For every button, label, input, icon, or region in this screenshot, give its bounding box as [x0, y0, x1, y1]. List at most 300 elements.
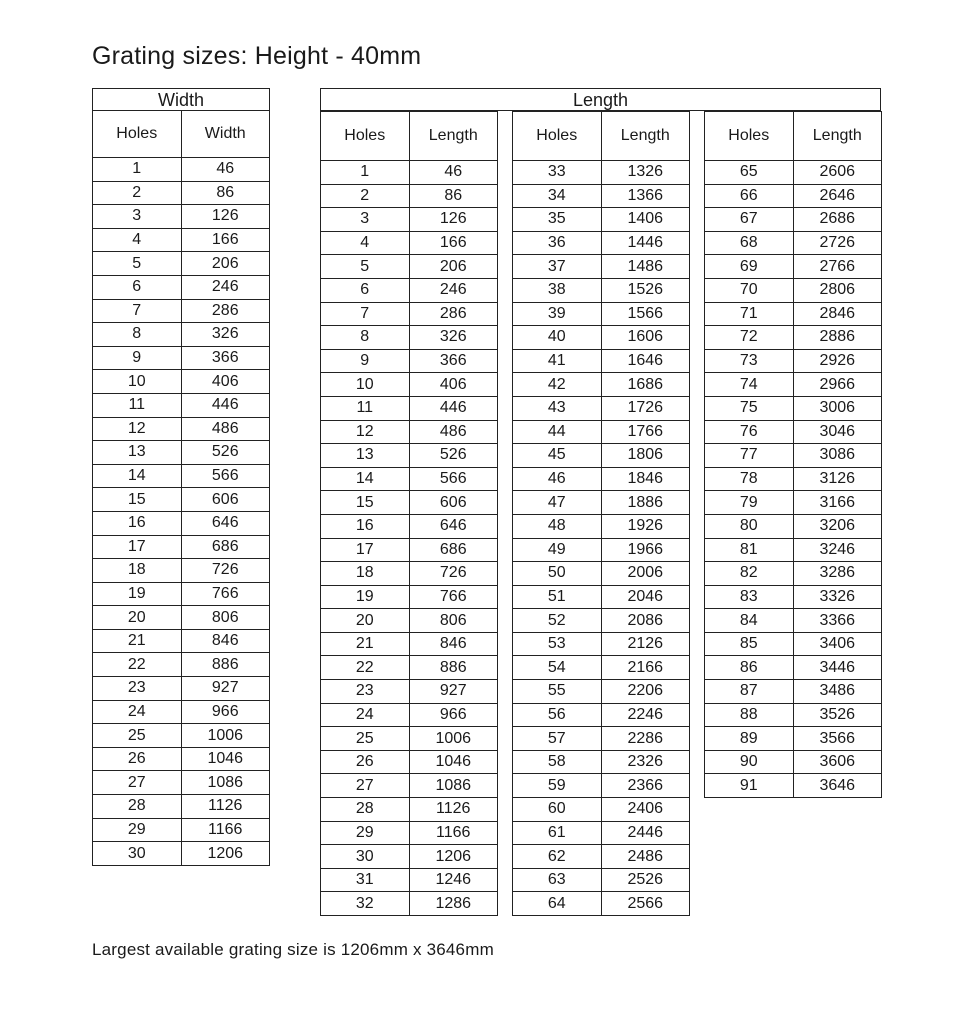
table-row — [513, 632, 690, 656]
length-value-cell: 2486 — [601, 845, 690, 869]
length-holes-cell: 79 — [705, 491, 794, 515]
length-holes-cell: 32 — [321, 892, 410, 916]
table-row — [513, 326, 690, 350]
table-row — [705, 467, 882, 491]
length-holes-cell: 36 — [513, 231, 602, 255]
length-holes-cell: 58 — [513, 750, 602, 774]
width-holes-cell: 21 — [93, 629, 182, 653]
length-holes-cell: 66 — [705, 184, 794, 208]
length-holes-cell: 75 — [705, 396, 794, 420]
width-value-cell: 566 — [181, 464, 270, 488]
width-holes-cell: 13 — [93, 441, 182, 465]
length-holes-cell: 64 — [513, 892, 602, 916]
length-holes-cell: 44 — [513, 420, 602, 444]
length-value-cell: 2046 — [601, 585, 690, 609]
length-holes-cell: 37 — [513, 255, 602, 279]
table-row — [321, 609, 498, 633]
table-row — [513, 444, 690, 468]
length-holes-cell: 5 — [321, 255, 410, 279]
table-row — [321, 585, 498, 609]
width-group-header: Width — [93, 89, 270, 111]
length-value-cell: 3326 — [793, 585, 882, 609]
length-value-cell: 1446 — [601, 231, 690, 255]
length-value-cell: 1086 — [409, 774, 498, 798]
length-holes-cell: 50 — [513, 562, 602, 586]
table-row — [705, 703, 882, 727]
length-holes-cell: 41 — [513, 349, 602, 373]
width-value-cell: 166 — [181, 228, 270, 252]
length-holes-cell: 60 — [513, 798, 602, 822]
table-row — [321, 845, 498, 869]
width-holes-cell: 8 — [93, 323, 182, 347]
table-row — [513, 278, 690, 302]
length-value-cell: 886 — [409, 656, 498, 680]
length-value-cell: 686 — [409, 538, 498, 562]
width-holes-cell: 19 — [93, 582, 182, 606]
width-holes-cell: 18 — [93, 559, 182, 583]
length-holes-cell: 87 — [705, 680, 794, 704]
length-value-cell: 3046 — [793, 420, 882, 444]
length-holes-cell: 48 — [513, 514, 602, 538]
length-value-cell: 2886 — [793, 326, 882, 350]
table-row — [93, 417, 270, 441]
length-holes-cell: 12 — [321, 420, 410, 444]
length-table-block-2 — [512, 111, 690, 916]
length-value-cell: 486 — [409, 420, 498, 444]
length-holes-cell: 26 — [321, 750, 410, 774]
length-holes-cell: 90 — [705, 750, 794, 774]
length-value-cell: 366 — [409, 349, 498, 373]
width-value-cell: 1206 — [181, 842, 270, 866]
length-value-cell: 2086 — [601, 609, 690, 633]
length-holes-cell: 22 — [321, 656, 410, 680]
length-holes-cell: 56 — [513, 703, 602, 727]
length-value-cell: 846 — [409, 632, 498, 656]
length-value-cell: 1646 — [601, 349, 690, 373]
table-row — [321, 326, 498, 350]
length-holes-cell: 30 — [321, 845, 410, 869]
width-value-cell: 46 — [181, 158, 270, 182]
length-value-cell: 3206 — [793, 514, 882, 538]
width-table — [92, 88, 270, 866]
length-value-cell: 3486 — [793, 680, 882, 704]
length-holes-cell: 18 — [321, 562, 410, 586]
table-row — [705, 184, 882, 208]
length-value-cell: 2286 — [601, 727, 690, 751]
length-value-cell: 1046 — [409, 750, 498, 774]
length-holes-cell: 19 — [321, 585, 410, 609]
length-value-cell: 726 — [409, 562, 498, 586]
table-row — [321, 231, 498, 255]
width-value-cell: 526 — [181, 441, 270, 465]
length-value-cell: 1366 — [601, 184, 690, 208]
table-row — [513, 420, 690, 444]
table-row — [93, 205, 270, 229]
table-row — [513, 208, 690, 232]
width-holes-cell: 16 — [93, 511, 182, 535]
length-value-cell: 2686 — [793, 208, 882, 232]
length-holes-cell: 91 — [705, 774, 794, 798]
length-holes-cell: 16 — [321, 514, 410, 538]
table-row — [705, 774, 882, 798]
length-holes-cell: 80 — [705, 514, 794, 538]
table-row — [321, 302, 498, 326]
length-block-1-body — [321, 161, 498, 916]
length-value-cell: 1126 — [409, 798, 498, 822]
table-row — [705, 727, 882, 751]
length-value-cell: 3086 — [793, 444, 882, 468]
table-row — [705, 349, 882, 373]
table-row — [93, 323, 270, 347]
table-row — [321, 727, 498, 751]
width-holes-header: Holes — [93, 111, 182, 158]
length-holes-cell: 63 — [513, 868, 602, 892]
length-holes-cell: 34 — [513, 184, 602, 208]
length-value-cell: 2206 — [601, 680, 690, 704]
length-value-cell: 3366 — [793, 609, 882, 633]
length-table-block-1 — [320, 111, 498, 916]
table-row — [513, 821, 690, 845]
length-holes-cell: 71 — [705, 302, 794, 326]
length-value-cell: 646 — [409, 514, 498, 538]
length-value-cell: 1246 — [409, 868, 498, 892]
width-value-cell: 206 — [181, 252, 270, 276]
table-row — [93, 393, 270, 417]
length-block-2-body — [513, 161, 690, 916]
table-row — [93, 181, 270, 205]
table-row — [513, 774, 690, 798]
length-holes-cell: 10 — [321, 373, 410, 397]
length-holes-cell: 85 — [705, 632, 794, 656]
table-row — [93, 818, 270, 842]
width-holes-cell: 15 — [93, 488, 182, 512]
length-holes-cell: 17 — [321, 538, 410, 562]
table-row — [321, 349, 498, 373]
table-row — [93, 464, 270, 488]
width-value-cell: 766 — [181, 582, 270, 606]
width-value-cell: 966 — [181, 700, 270, 724]
length-value-cell: 966 — [409, 703, 498, 727]
table-row — [321, 703, 498, 727]
table-row — [93, 677, 270, 701]
length-value-cell: 2606 — [793, 161, 882, 185]
width-value-cell: 446 — [181, 393, 270, 417]
length-holes-cell: 45 — [513, 444, 602, 468]
table-row — [321, 632, 498, 656]
length-holes-cell: 46 — [513, 467, 602, 491]
table-row — [513, 538, 690, 562]
table-row — [321, 562, 498, 586]
table-row — [321, 538, 498, 562]
table-row — [513, 562, 690, 586]
length-value-cell: 1766 — [601, 420, 690, 444]
length-value-cell: 1006 — [409, 727, 498, 751]
table-row — [321, 821, 498, 845]
length-holes-cell: 28 — [321, 798, 410, 822]
table-row — [93, 228, 270, 252]
length-holes-cell: 89 — [705, 727, 794, 751]
width-value-cell: 406 — [181, 370, 270, 394]
length-holes-cell: 43 — [513, 396, 602, 420]
table-row — [321, 750, 498, 774]
page-title: Grating sizes: Height - 40mm — [92, 42, 422, 70]
length-value-cell: 166 — [409, 231, 498, 255]
table-row — [93, 535, 270, 559]
table-row — [93, 511, 270, 535]
length-group-header: Length — [321, 89, 881, 111]
table-row — [513, 656, 690, 680]
table-row — [705, 632, 882, 656]
table-row — [513, 892, 690, 916]
table-row — [705, 491, 882, 515]
length-holes-cell: 67 — [705, 208, 794, 232]
width-holes-cell: 7 — [93, 299, 182, 323]
table-row — [705, 396, 882, 420]
length-value-cell: 927 — [409, 680, 498, 704]
length-holes-cell: 47 — [513, 491, 602, 515]
width-value-cell: 246 — [181, 275, 270, 299]
length-holes-cell: 20 — [321, 609, 410, 633]
length-value-header: Length — [793, 112, 882, 161]
length-holes-cell: 25 — [321, 727, 410, 751]
length-holes-cell: 4 — [321, 231, 410, 255]
length-value-cell: 1206 — [409, 845, 498, 869]
length-value-cell: 1526 — [601, 278, 690, 302]
table-row — [321, 396, 498, 420]
length-holes-cell: 31 — [321, 868, 410, 892]
width-value-cell: 326 — [181, 323, 270, 347]
length-value-cell: 286 — [409, 302, 498, 326]
table-row — [321, 278, 498, 302]
width-holes-cell: 9 — [93, 346, 182, 370]
table-row — [321, 467, 498, 491]
length-holes-cell: 78 — [705, 467, 794, 491]
table-row — [513, 255, 690, 279]
table-row — [513, 750, 690, 774]
length-value-cell: 3406 — [793, 632, 882, 656]
table-row — [513, 585, 690, 609]
length-value-cell: 1606 — [601, 326, 690, 350]
length-value-cell: 2726 — [793, 231, 882, 255]
length-value-cell: 3286 — [793, 562, 882, 586]
length-holes-cell: 62 — [513, 845, 602, 869]
length-value-cell: 1166 — [409, 821, 498, 845]
length-holes-cell: 33 — [513, 161, 602, 185]
table-row — [93, 559, 270, 583]
width-holes-cell: 4 — [93, 228, 182, 252]
length-value-cell: 1966 — [601, 538, 690, 562]
table-row — [93, 299, 270, 323]
length-value-cell: 566 — [409, 467, 498, 491]
width-holes-cell: 10 — [93, 370, 182, 394]
table-row — [93, 795, 270, 819]
length-value-cell: 2846 — [793, 302, 882, 326]
length-value-cell: 2766 — [793, 255, 882, 279]
length-holes-cell: 88 — [705, 703, 794, 727]
length-holes-cell: 74 — [705, 373, 794, 397]
width-holes-cell: 29 — [93, 818, 182, 842]
length-value-cell: 3126 — [793, 467, 882, 491]
length-holes-cell: 40 — [513, 326, 602, 350]
table-row — [705, 585, 882, 609]
width-holes-cell: 28 — [93, 795, 182, 819]
footer-note: Largest available grating size is 1206mm x 3646mm — [92, 940, 494, 959]
table-row — [705, 420, 882, 444]
length-holes-cell: 84 — [705, 609, 794, 633]
width-holes-cell: 26 — [93, 747, 182, 771]
table-row — [705, 680, 882, 704]
width-value-cell: 606 — [181, 488, 270, 512]
width-value-cell: 286 — [181, 299, 270, 323]
length-value-cell: 1726 — [601, 396, 690, 420]
length-value-cell: 2126 — [601, 632, 690, 656]
table-row — [321, 161, 498, 185]
length-value-cell: 2166 — [601, 656, 690, 680]
length-value-cell: 2966 — [793, 373, 882, 397]
table-row — [321, 680, 498, 704]
length-holes-cell: 27 — [321, 774, 410, 798]
table-row — [93, 582, 270, 606]
length-value-cell: 2366 — [601, 774, 690, 798]
table-row — [93, 488, 270, 512]
table-row — [513, 798, 690, 822]
width-holes-cell: 6 — [93, 275, 182, 299]
width-value-cell: 1086 — [181, 771, 270, 795]
length-block-3-body — [705, 161, 882, 798]
width-value-cell: 1046 — [181, 747, 270, 771]
length-holes-cell: 57 — [513, 727, 602, 751]
length-value-cell: 1406 — [601, 208, 690, 232]
length-value-cell: 446 — [409, 396, 498, 420]
table-row — [321, 774, 498, 798]
length-holes-cell: 68 — [705, 231, 794, 255]
table-row — [513, 845, 690, 869]
length-holes-cell: 15 — [321, 491, 410, 515]
width-holes-cell: 24 — [93, 700, 182, 724]
table-row — [705, 538, 882, 562]
width-holes-cell: 20 — [93, 606, 182, 630]
length-value-cell: 1326 — [601, 161, 690, 185]
length-value-cell: 206 — [409, 255, 498, 279]
length-value-cell: 2566 — [601, 892, 690, 916]
length-holes-header: Holes — [705, 112, 794, 161]
table-row — [513, 514, 690, 538]
length-value-cell: 2926 — [793, 349, 882, 373]
table-row — [93, 606, 270, 630]
length-value-cell: 406 — [409, 373, 498, 397]
length-holes-cell: 65 — [705, 161, 794, 185]
table-row — [93, 653, 270, 677]
table-row — [93, 747, 270, 771]
table-row — [321, 656, 498, 680]
length-value-cell: 2406 — [601, 798, 690, 822]
length-value-cell: 3646 — [793, 774, 882, 798]
table-row — [705, 373, 882, 397]
length-holes-cell: 29 — [321, 821, 410, 845]
width-holes-cell: 11 — [93, 393, 182, 417]
length-holes-cell: 39 — [513, 302, 602, 326]
length-value-cell: 46 — [409, 161, 498, 185]
length-holes-cell: 2 — [321, 184, 410, 208]
table-row — [513, 184, 690, 208]
width-value-cell: 366 — [181, 346, 270, 370]
length-holes-cell: 61 — [513, 821, 602, 845]
width-value-cell: 886 — [181, 653, 270, 677]
table-row — [513, 396, 690, 420]
length-value-cell: 2526 — [601, 868, 690, 892]
length-holes-cell: 83 — [705, 585, 794, 609]
width-value-cell: 1126 — [181, 795, 270, 819]
length-holes-cell: 72 — [705, 326, 794, 350]
length-holes-header: Holes — [513, 112, 602, 161]
length-value-cell: 1686 — [601, 373, 690, 397]
length-holes-cell: 1 — [321, 161, 410, 185]
length-holes-cell: 23 — [321, 680, 410, 704]
table-row — [93, 252, 270, 276]
length-value-header: Length — [409, 112, 498, 161]
width-value-cell: 686 — [181, 535, 270, 559]
width-holes-cell: 1 — [93, 158, 182, 182]
table-row — [705, 514, 882, 538]
length-holes-cell: 81 — [705, 538, 794, 562]
width-value-cell: 806 — [181, 606, 270, 630]
length-table-block-3 — [704, 111, 882, 798]
length-holes-cell: 21 — [321, 632, 410, 656]
table-row — [321, 208, 498, 232]
table-row — [513, 302, 690, 326]
length-value-cell: 606 — [409, 491, 498, 515]
length-value-cell: 1926 — [601, 514, 690, 538]
length-holes-cell: 76 — [705, 420, 794, 444]
table-row — [705, 562, 882, 586]
length-value-cell: 766 — [409, 585, 498, 609]
table-row — [321, 444, 498, 468]
length-holes-cell: 7 — [321, 302, 410, 326]
length-holes-cell: 51 — [513, 585, 602, 609]
length-value-cell: 2246 — [601, 703, 690, 727]
table-row — [93, 629, 270, 653]
table-row — [321, 868, 498, 892]
length-value-cell: 246 — [409, 278, 498, 302]
table-row — [321, 420, 498, 444]
length-holes-cell: 82 — [705, 562, 794, 586]
length-value-header: Length — [601, 112, 690, 161]
length-value-cell: 2006 — [601, 562, 690, 586]
table-row — [321, 255, 498, 279]
length-holes-cell: 35 — [513, 208, 602, 232]
width-holes-cell: 17 — [93, 535, 182, 559]
table-row — [513, 703, 690, 727]
table-row — [705, 302, 882, 326]
length-value-cell: 1806 — [601, 444, 690, 468]
table-row — [321, 892, 498, 916]
table-row — [321, 491, 498, 515]
width-holes-cell: 25 — [93, 724, 182, 748]
length-value-cell: 2646 — [793, 184, 882, 208]
length-holes-cell: 59 — [513, 774, 602, 798]
table-row — [321, 798, 498, 822]
length-value-cell: 3446 — [793, 656, 882, 680]
table-row — [93, 346, 270, 370]
length-holes-cell: 24 — [321, 703, 410, 727]
length-value-cell: 86 — [409, 184, 498, 208]
length-value-cell: 1566 — [601, 302, 690, 326]
width-value-cell: 646 — [181, 511, 270, 535]
length-value-cell: 3246 — [793, 538, 882, 562]
length-holes-cell: 86 — [705, 656, 794, 680]
width-value-cell: 486 — [181, 417, 270, 441]
table-row — [93, 700, 270, 724]
